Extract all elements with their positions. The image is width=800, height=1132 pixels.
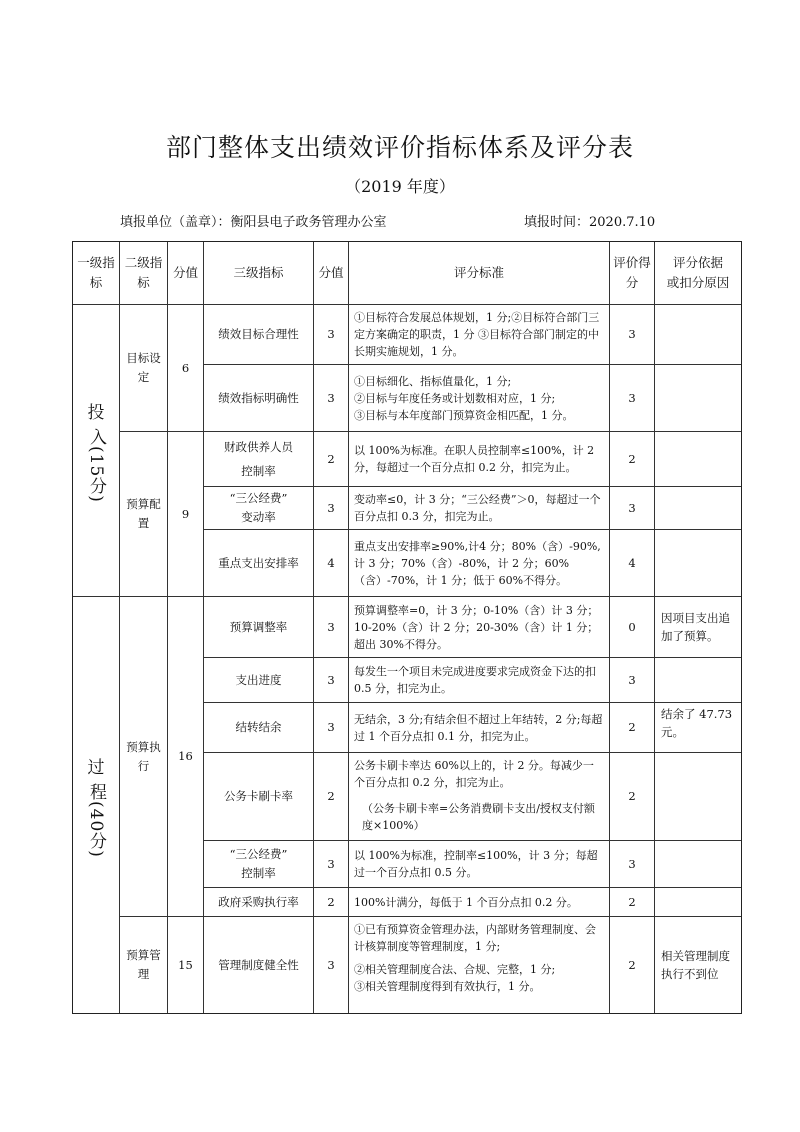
row-score: 2 [314,432,349,487]
row-rating: 2 [610,753,655,841]
row-basis [655,841,741,888]
row-rating: 3 [610,658,655,703]
group-budget-allocation: 预算配置 [120,432,168,597]
group-target-setting: 目标设定 [120,305,168,432]
header-level3: 三级指标 [204,242,314,305]
row-rating: 4 [610,530,655,597]
evaluation-table [72,241,742,1014]
row-rating: 3 [610,487,655,530]
row-indicator: 财政供养人员 控制率 [204,432,314,487]
row-criteria: 无结余，3 分;有结余但不超过上年结转，2 分;每超过 1 个百分点扣 0.1 分，扣完为止。 [349,703,610,753]
row-indicator: 预算调整率 [204,597,314,658]
header-score3: 分值 [314,242,349,305]
row-score: 3 [314,658,349,703]
row-rating: 3 [610,841,655,888]
section-input-label: 投 [87,403,105,424]
row-basis [655,530,741,597]
row-indicator: 管理制度健全性 [204,917,314,1013]
header-basis-line1: 评分依据 [672,255,723,270]
row-rating: 2 [610,888,655,917]
row-score: 3 [314,365,349,432]
row-score: 2 [314,888,349,917]
section-process-rest: 程(40分) [86,782,106,858]
section-process-label: 过 [87,757,105,778]
row-criteria: 以 100%为标准。在职人员控制率≤100%，计 2 分，每超过一个百分点扣 0.2 分，扣完为止。 [349,432,610,487]
row-score: 3 [314,841,349,888]
row-criteria: ①目标细化、指标值量化，1 分; ②目标与年度任务或计划数相对应，1 分; ③目标与本年度部门预算资金相匹配，1 分。 [349,365,610,432]
row-basis [655,888,741,917]
header-basis-line2: 或扣分原因 [666,275,730,290]
row-criteria-cell [349,917,610,1013]
row-criteria: 预算调整率=0，计 3 分；0-10%（含）计 3 分；10-20%（含）计 2 分；20-30%（含）计 1 分；超出 30%不得分。 [349,597,610,658]
section-input [73,305,120,597]
header-level1: 一级指标 [73,242,120,305]
row-indicator: “三公经费” 控制率 [204,841,314,888]
group-budget-allocation-score: 9 [168,432,204,597]
row-criteria: 变动率≤0，计 3 分；“三公经费”＞0，每超过一个百分点扣 0.3 分，扣完为止。 [349,487,610,530]
row-basis [655,305,741,365]
group-target-setting-score: 6 [168,305,204,432]
row-rating: 3 [610,305,655,365]
row-indicator: 公务卡刷卡率 [204,753,314,841]
document-title: 部门整体支出绩效评价指标体系及评分表 [165,133,634,162]
header-level2: 二级指标 [120,242,168,305]
group-budget-execution-score: 16 [168,597,204,917]
row-basis [655,658,741,703]
row-criteria-note: ②相关管理制度合法、合规、完整，1 分; ③相关管理制度得到有效执行，1 分。 [354,963,556,993]
row-indicator: 支出进度 [204,658,314,703]
row-indicator: 绩效目标合理性 [204,305,314,365]
row-score: 3 [314,597,349,658]
row-criteria: 以 100%为标准，控制率≤100%，计 3 分；每超过一个百分点扣 0.5 分。 [349,841,610,888]
section-process [73,597,120,1013]
row-rating: 0 [610,597,655,658]
row-basis: 相关管理制度执行不到位 [661,949,730,981]
row-indicator: 重点支出安排率 [204,530,314,597]
row-score: 2 [314,753,349,841]
row-criteria-cell [349,753,610,841]
header-basis [655,242,741,305]
row-basis [655,753,741,841]
row-criteria: 重点支出安排率≥90%,计4 分；80%（含）-90%,计 3 分；70%（含）-80%，计 2 分；60%（含）-70%，计 1 分；低于 60%不得分。 [349,530,610,597]
row-score: 3 [314,703,349,753]
row-basis [655,487,741,530]
row-criteria: 公务卡刷卡率达 60%以上的，计 2 分。每减少一个百分点扣 0.2 分，扣完为止。 [354,759,594,789]
row-score: 3 [314,487,349,530]
row-basis [655,365,741,432]
row-criteria-note: （公务卡刷卡率=公务消费刷卡支出/授权支付额度×100%） [362,802,595,832]
row-indicator: “三公经费” 变动率 [204,487,314,530]
row-criteria: ①已有预算资金管理办法，内部财务管理制度、会计核算制度等管理制度，1 分; [354,923,596,953]
row-indicator: 结转结余 [204,703,314,753]
header-score2: 分值 [168,242,204,305]
row-score: 3 [314,917,349,1013]
group-budget-execution: 预算执行 [120,597,168,917]
header-rating: 评价得分 [610,242,655,305]
row-indicator: 绩效指标明确性 [204,365,314,432]
document-year: （2019 年度） [345,177,455,196]
section-input-rest: 入(15分) [86,428,106,503]
row-rating: 3 [610,365,655,432]
row-basis: 结余了 47.73 元。 [655,703,741,753]
row-basis [655,432,741,487]
reporting-unit: 填报单位（盖章）：衡阳县电子政务管理办公室 [120,215,387,230]
header-criteria: 评分标准 [349,242,610,305]
group-budget-management: 预算管理 [120,917,168,1013]
row-criteria: ①目标符合发展总体规划，1 分;②目标符合部门三定方案确定的职责，1 分 ③目标符合部门制定的中长期实施规划，1 分。 [349,305,610,365]
row-basis: 因项目支出追加了预算。 [655,597,741,658]
row-criteria: 100%计满分，每低于 1 个百分点扣 0.2 分。 [349,888,610,917]
row-rating: 2 [610,703,655,753]
group-budget-management-score: 15 [168,917,204,1013]
row-criteria: 每发生一个项目未完成进度要求完成资金下达的扣 0.5 分，扣完为止。 [349,658,610,703]
row-rating: 2 [610,917,655,1013]
row-score: 4 [314,530,349,597]
row-indicator: 政府采购执行率 [204,888,314,917]
row-score: 3 [314,305,349,365]
row-rating: 2 [610,432,655,487]
reporting-date: 填报时间：2020.7.10 [524,215,656,230]
